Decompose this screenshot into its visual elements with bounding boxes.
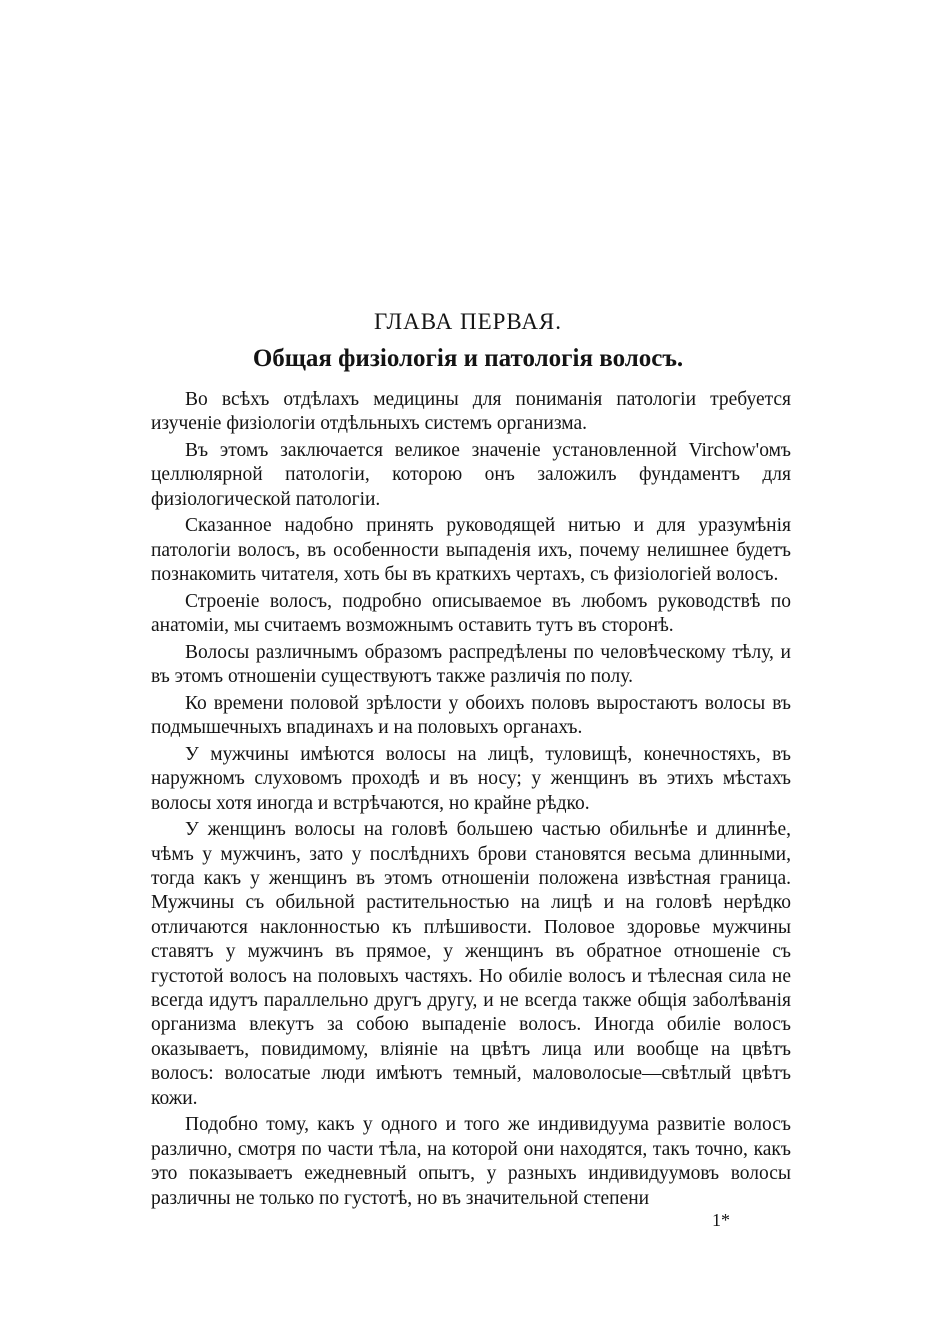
chapter-heading: ГЛАВА ПЕРВАЯ.: [373, 309, 563, 334]
paragraph: Подобно тому, какъ у одного и того же индивидуума развитіе волосъ различно, смотря по части тѣла, на которой они находятся, такъ точно, какъ это показываетъ ежедневный опытъ, у разныхъ индивидуумовъ волосы различны не только по густотѣ, но въ значительной степени: [151, 1114, 791, 1209]
paragraph: У мужчины имѣются волосы на лицѣ, туловищѣ, конечностяхъ, въ наружномъ слуховомъ проходѣ и въ носу; у женщинъ въ этихъ мѣстахъ волосы хотя иногда и встрѣчаются, но крайне рѣдко.: [151, 743, 791, 814]
paragraph: Въ этомъ заключается великое значеніе установленной Virchow'омъ целлюлярной патологіи, которою онъ заложилъ фундаментъ для физіологической патологіи.: [151, 440, 791, 510]
paragraph: Сказанное надобно принять руководящей нитью и для уразумѣнія патологіи волосъ, въ особенности выпаденія ихъ, почему нелишнее будетъ познакомить читателя, хоть бы въ краткихъ чертахъ, съ физіологіей волосъ.: [151, 515, 791, 586]
paragraph: У женщинъ волосы на головѣ большею частью обильнѣе и длиннѣе, чѣмъ у мужчинъ, зато у послѣднихъ брови становятся весьма длинными, тогда какъ у женщинъ въ этомъ отношеніи положена извѣстная граница. Мужчины съ обильной растительностью на лицѣ и на головѣ нерѣдко отличаются наклонностью къ плѣшивости. Половое здоровье мужчины ставятъ у мужчинъ въ прямое, у женщинъ въ обратное отношеніе съ густотой волосъ на половыхъ частяхъ. Но обиліе волосъ и тѣлесная сила не всегда идутъ параллельно другъ другу, и не всегда также общія заболѣванія организма влекутъ за собою выпаденіе волосъ. Иногда обиліе волосъ оказываетъ, повидимому, вліяніе на цвѣтъ лица или вообще на цвѣтъ волосъ: волосатые люди имѣютъ темный, маловолосые—свѣтлый цвѣтъ кожи.: [151, 819, 791, 1109]
paragraph: Строеніе волосъ, подробно описываемое въ любомъ руководствѣ по анатоміи, мы считаемъ возможнымъ оставить тутъ въ сторонѣ.: [151, 590, 791, 637]
signature-mark: 1*: [712, 1210, 730, 1230]
paragraph: Волосы различнымъ образомъ распредѣлены по человѣческому тѣлу, и въ этомъ отношеніи существуютъ также различія по полу.: [151, 641, 791, 688]
body-text: [151, 388, 791, 1213]
chapter-title: Общая физіологія и патологія волосъ.: [252, 345, 684, 372]
paragraph: Во всѣхъ отдѣлахъ медицины для пониманія патологіи требуется изученіе физіологіи отдѣльныхъ системъ организма.: [151, 389, 791, 435]
paragraph: Ко времени половой зрѣлости у обоихъ половъ выростаютъ волосы въ подмышечныхъ впадинахъ и на половыхъ органахъ.: [151, 692, 791, 739]
